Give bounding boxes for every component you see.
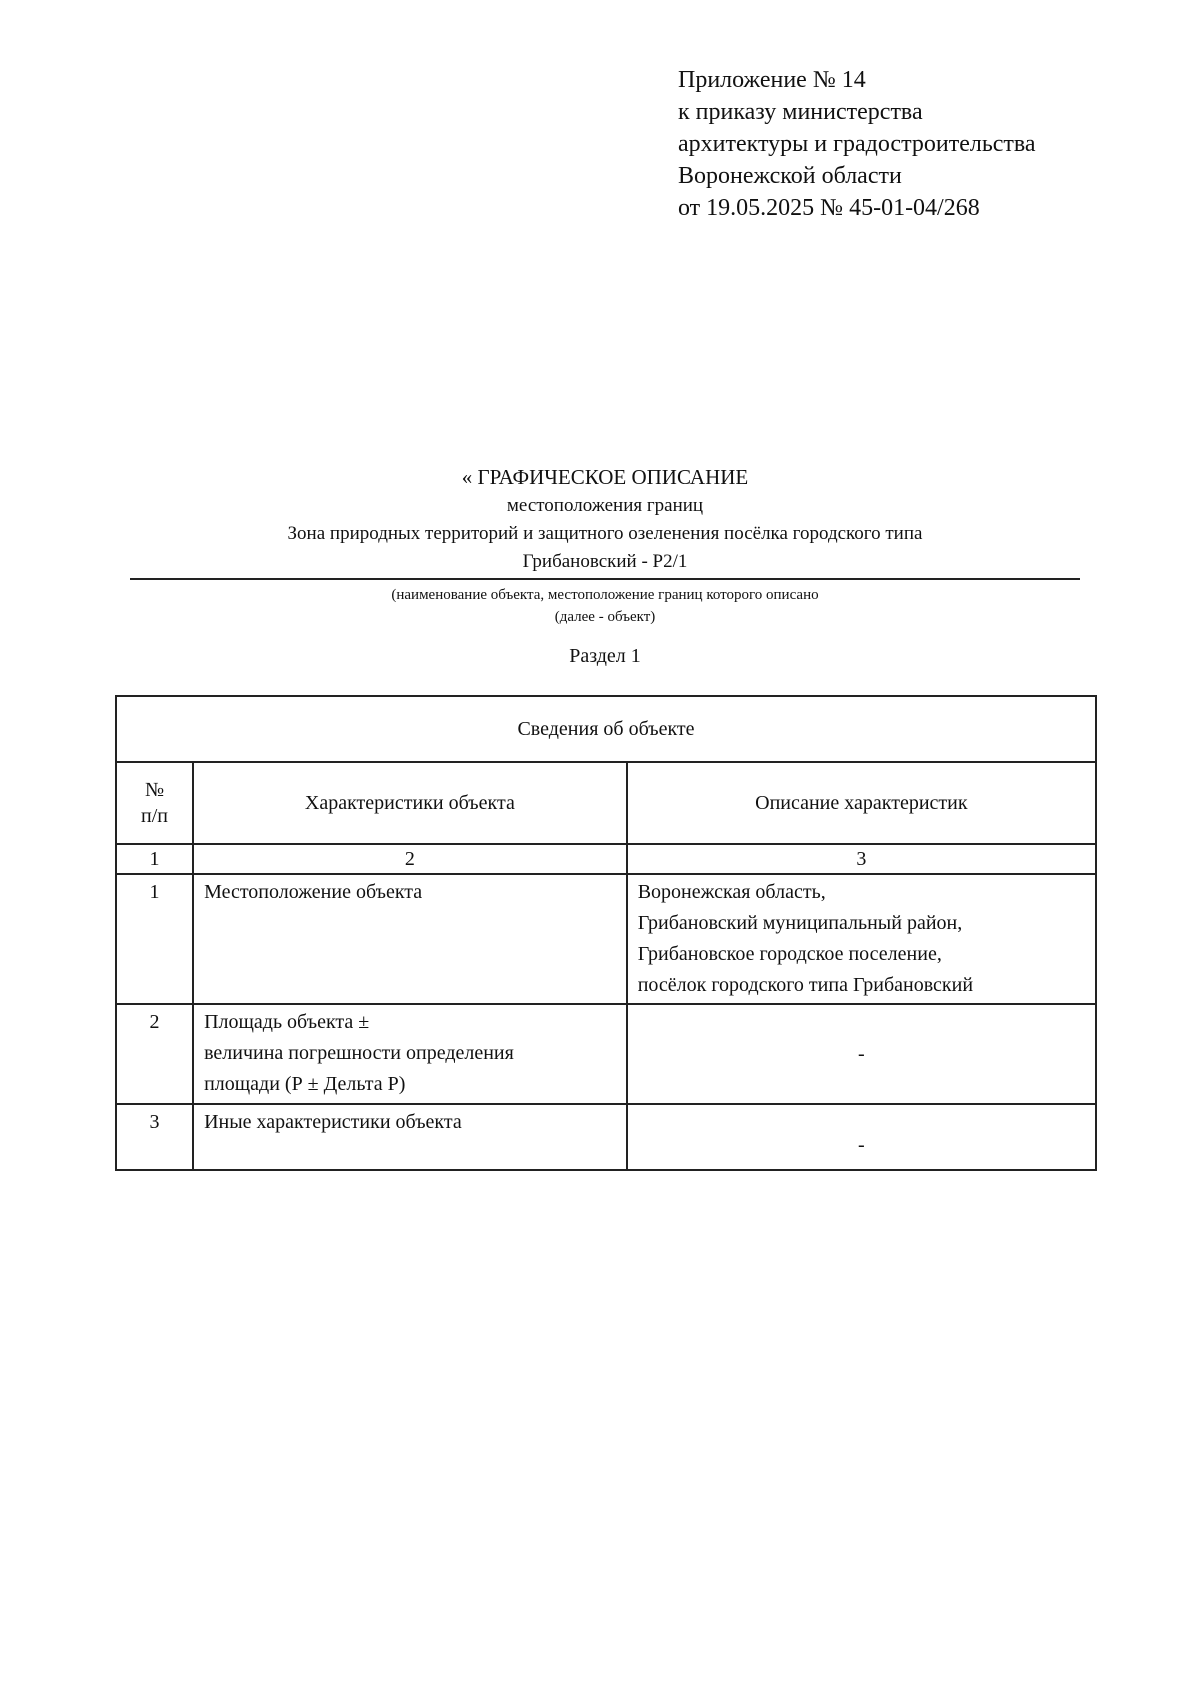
appendix-header (678, 64, 1178, 224)
document-title: « ГРАФИЧЕСКОЕ ОПИСАНИЕ (461, 465, 749, 489)
appendix-line: к приказу министерства (678, 99, 923, 125)
row-description: Воронежская область, Грибановский муниципальный район, Грибановское городское поселение, посёлок городского типа Грибановский (627, 874, 1096, 1004)
row-characteristic: Площадь объекта ± величина погрешности определения площади (Р ± Дельта Р) (193, 1004, 627, 1104)
object-name-caption-2: (далее - объект) (554, 609, 656, 625)
appendix-line: Воронежской области (678, 163, 902, 189)
header-num: № п/п (116, 762, 193, 844)
table-caption: Сведения об объекте (116, 696, 1096, 762)
column-number: 1 (116, 844, 193, 874)
object-name-caption: (наименование объекта, местоположение границ которого описано (391, 587, 819, 603)
row-description: - (627, 1004, 1096, 1104)
header-description: Описание характеристик (627, 762, 1096, 844)
table-row (116, 874, 1096, 1004)
row-num: 2 (116, 1004, 193, 1104)
row-description: - (627, 1104, 1096, 1170)
title-underline (130, 578, 1080, 580)
table-row (116, 1004, 1096, 1104)
column-number-row (116, 844, 1096, 874)
appendix-line: архитектуры и градостроительства (678, 131, 1036, 157)
object-name-line-2: Грибановский - Р2/1 (522, 551, 688, 572)
section-heading: Раздел 1 (569, 645, 641, 667)
table-row (116, 1104, 1096, 1170)
row-num: 3 (116, 1104, 193, 1170)
appendix-line: Приложение № 14 (678, 67, 866, 93)
appendix-line: от 19.05.2025 № 45-01-04/268 (678, 195, 980, 221)
column-number: 2 (193, 844, 627, 874)
object-name-line-1: Зона природных территорий и защитного озеленения посёлка городского типа (287, 523, 923, 544)
table-header-row (116, 762, 1096, 844)
row-num: 1 (116, 874, 193, 1004)
column-number: 3 (627, 844, 1096, 874)
document-subtitle: местоположения границ (506, 495, 704, 516)
row-characteristic: Местоположение объекта (193, 874, 627, 1004)
object-info-table (115, 695, 1097, 1171)
document-title-block (130, 462, 1080, 670)
table-caption-row (116, 696, 1096, 762)
header-characteristic: Характеристики объекта (193, 762, 627, 844)
row-characteristic: Иные характеристики объекта (193, 1104, 627, 1170)
